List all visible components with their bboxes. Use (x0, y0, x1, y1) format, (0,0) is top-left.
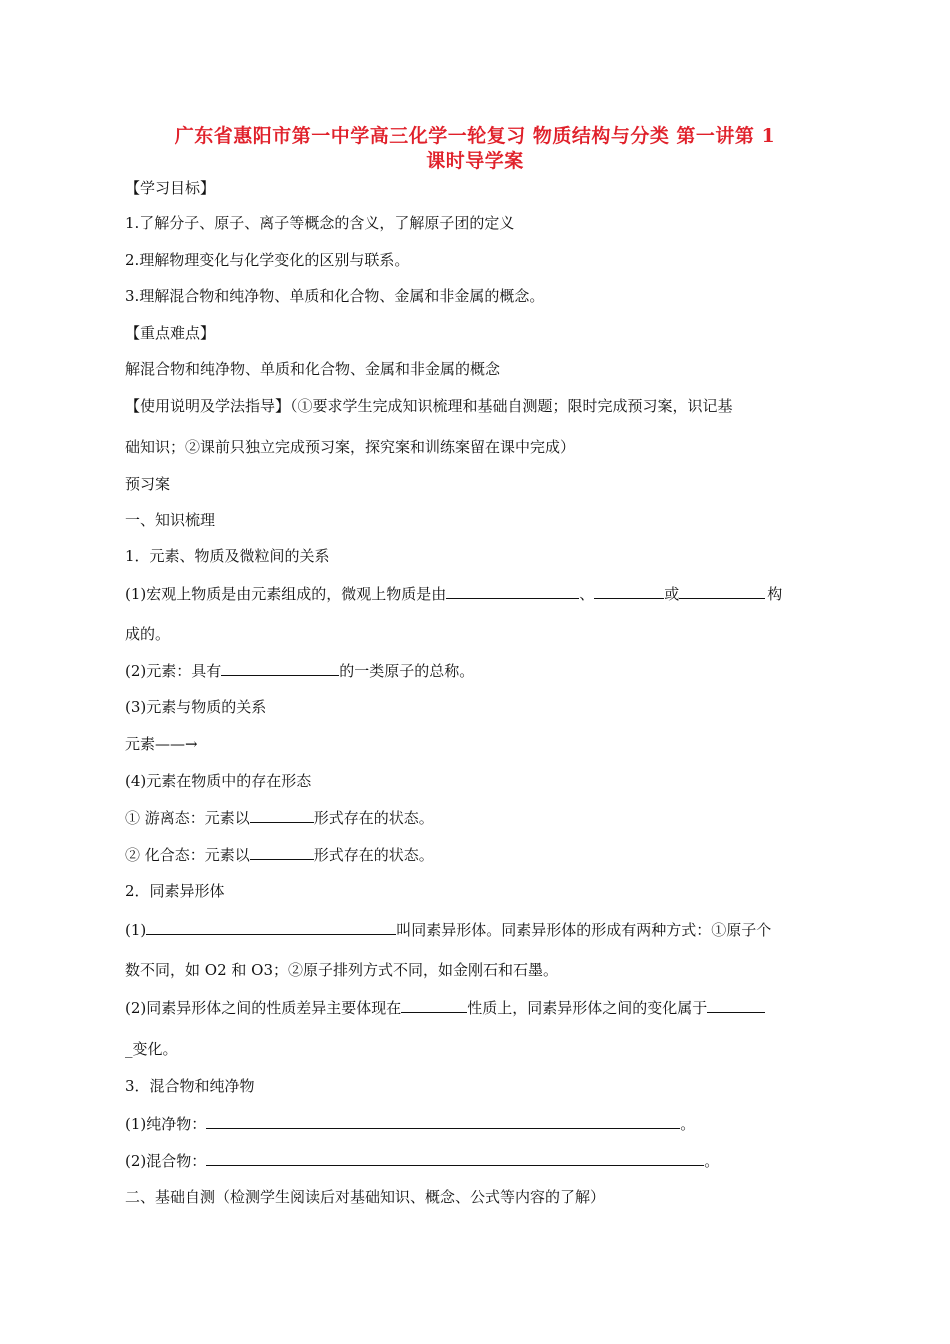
question-1-4: (4)元素在物质中的存在形态 (125, 772, 312, 790)
objective-item-2: 2.理解物理变化与化学变化的区别与联系。 (125, 251, 410, 269)
answer-blank[interactable] (206, 1150, 704, 1166)
objective-item-3: 3.理解混合物和纯净物、单质和化合物、金属和非金属的概念。 (125, 287, 545, 305)
answer-blank[interactable] (679, 583, 765, 599)
answer-blank[interactable] (146, 919, 396, 935)
answer-blank[interactable] (250, 807, 314, 823)
question-3-2: (2)混合物： 。 (125, 1152, 720, 1170)
answer-blank[interactable] (594, 583, 664, 599)
answer-blank[interactable] (250, 844, 314, 860)
answer-blank[interactable] (446, 583, 579, 599)
question-2-2: (2)同素异形体之间的性质差异主要体现在 性质上，同素异形体之间的变化属于 (125, 997, 830, 1018)
answer-blank[interactable] (221, 660, 339, 676)
question-2-1-cont: 数不同，如 O2 和 O3；②原子排列方式不同，如金刚石和石墨。 (125, 961, 558, 979)
instructions-line-2: 础知识；②课前只独立完成预习案，探究案和训练案留在课中完成） (125, 438, 576, 456)
objective-item-1: 1.了解分子、原子、离子等概念的含义，了解原子团的定义 (125, 214, 515, 232)
instructions-line-1: 【使用说明及学法指导】（①要求学生完成知识梳理和基础自测题；限时完成预习案，识记基 (125, 397, 733, 415)
key-points-text: 解混合物和纯净物、单质和化合物、金属和非金属的概念 (125, 360, 501, 378)
free-state: ① 游离态：元素以 形式存在的状态。 (125, 809, 434, 827)
section-knowledge: 一、知识梳理 (125, 511, 216, 529)
question-2-1: (1) 叫同素异形体。同素异形体的形成有两种方式：①原子个 (125, 921, 772, 939)
question-1-1-cont: 成的。 (125, 625, 171, 643)
answer-blank[interactable] (206, 1113, 680, 1129)
question-3-1: (1)纯净物： 。 (125, 1115, 696, 1133)
section1-heading: 1．元素、物质及微粒间的关系 (125, 547, 330, 565)
answer-blank[interactable] (707, 997, 765, 1013)
section2-heading: 2．同素异形体 (125, 882, 225, 900)
objectives-heading: 【学习目标】 (125, 179, 216, 197)
section-self-test: 二、基础自测（检测学生阅读后对基础知识、概念、公式等内容的了解） (125, 1188, 606, 1206)
question-1-1: (1)宏观上物质是由元素组成的，微观上物质是由 、 或 构 (125, 585, 783, 603)
preview-label: 预习案 (125, 475, 171, 493)
title-line-1: 广东省惠阳市第一中学高三化学一轮复习 物质结构与分类 第一讲第 1 (174, 125, 776, 147)
element-relation: 元素——→ (125, 735, 198, 753)
question-2-2-cont: _变化。 (125, 1040, 178, 1058)
combined-state: ② 化合态：元素以 形式存在的状态。 (125, 846, 434, 864)
question-1-3: (3)元素与物质的关系 (125, 698, 267, 716)
question-1-2: (2)元素：具有 的一类原子的总称。 (125, 662, 475, 680)
section3-heading: 3．混合物和纯净物 (125, 1077, 255, 1095)
page-title (120, 124, 830, 174)
answer-blank[interactable] (401, 997, 467, 1013)
key-points-heading: 【重点难点】 (125, 324, 216, 342)
title-line-2: 课时导学案 (426, 150, 524, 172)
